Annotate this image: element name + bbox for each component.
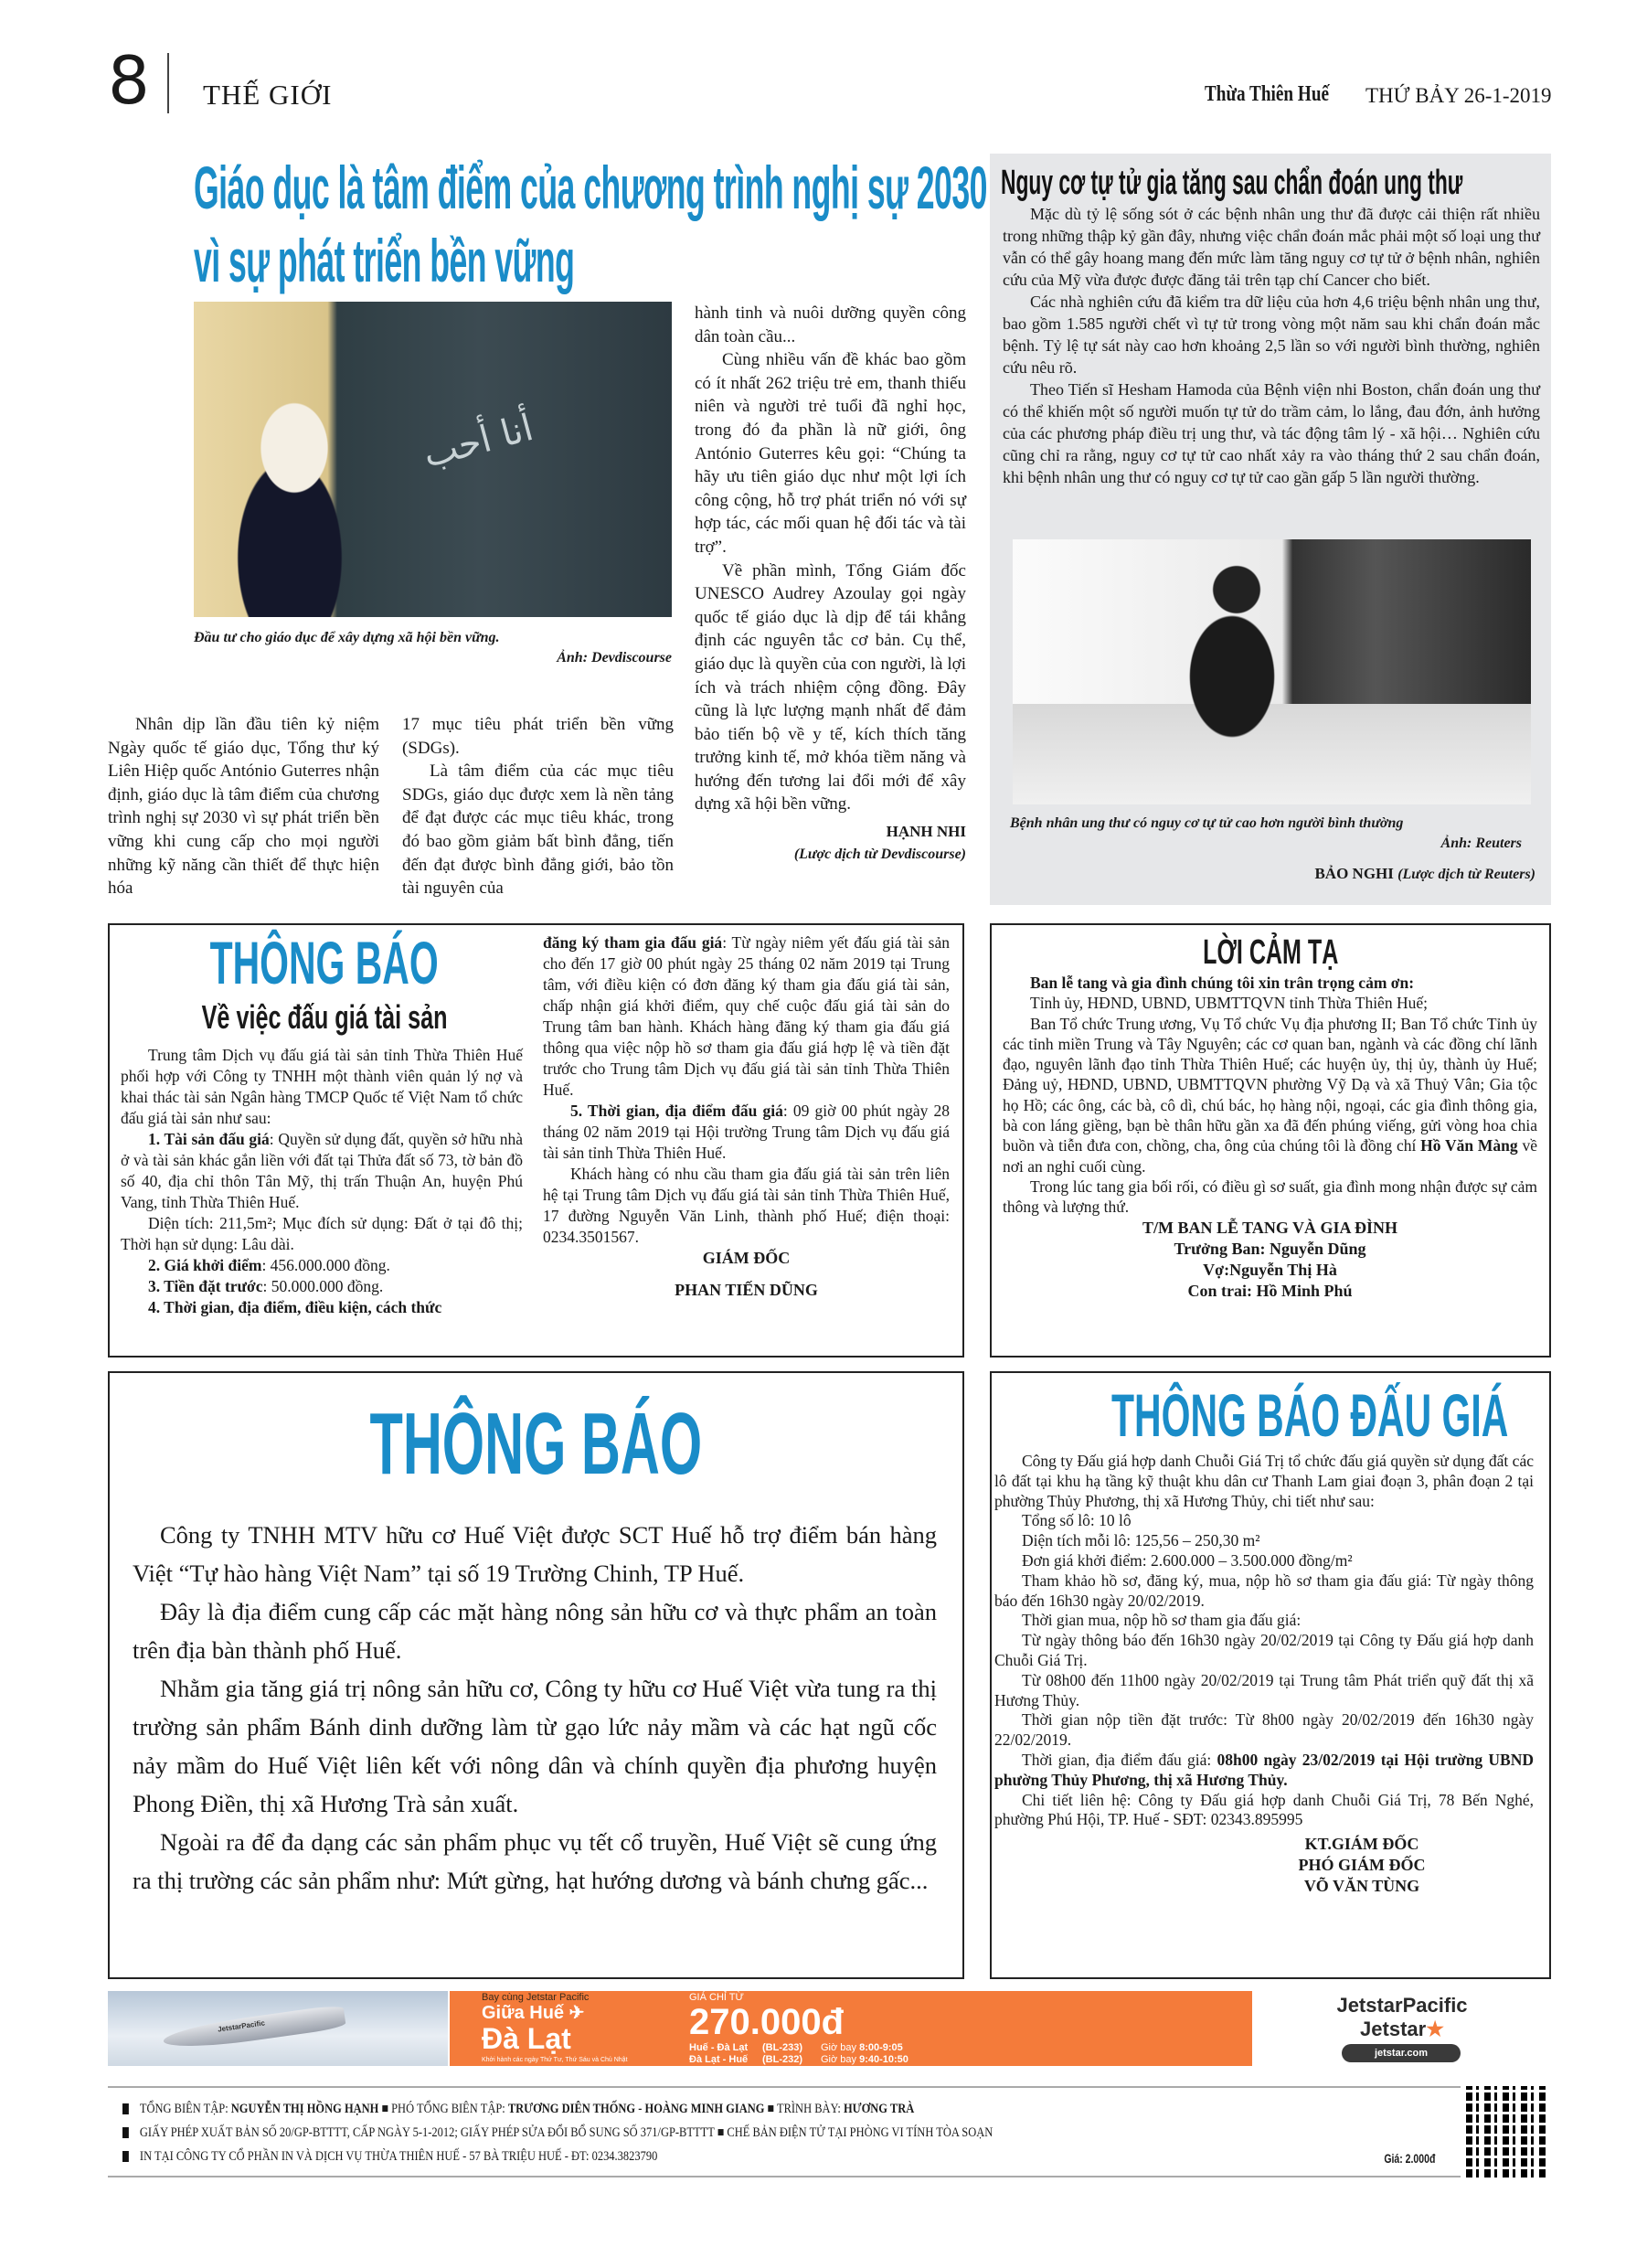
text-run: Cùng nhiều vấn đề khác bao gồm có ít nhất 262 triệu trẻ em, thanh thiếu niên và người trẻ tuổi đã nghỉ học, trong đó đa phần là nữ giới, ông António Guterres kêu gọi: “Chúng ta hãy ưu tiên giáo dục như một lợi ích công cộng, hỗ trợ phát triển nó với sự hợp tác, các mối quan hệ đối tác và tài trợ”. xyxy=(695,350,966,557)
side-byline xyxy=(1010,864,1535,884)
paragraph xyxy=(994,1671,1534,1711)
text-run: Đây là địa điểm cung cấp các mặt hàng nông sản hữu cơ và thực phẩm an toàn trên địa bàn thành phố Huế. xyxy=(133,1598,937,1664)
text-run: Ban Tổ chức Trung ương, Vụ Tổ chức Vụ địa phương II; Ban Tổ chức Tỉnh ủy các tỉnh miền Trung và Tây Nguyên; các cơ quan ban, ngành và các đồng chí lãnh đạo, nguyên lãnh đạo tỉnh Thừa Thiên Huế; các huyện ủy, thị ủy, thành ủy Huế; Đảng uỷ, HĐND, UBND, UBMTTQVN phường Vỹ Dạ và xã Thuỷ Vân; Gia tộc họ Hồ; các ông, các bà, cô dì, chú bác, họ hàng nội, ngoại, các gia đình thông gia, bà con láng giềng, bạn bè thân hữu gần xa đã đến phúng viếng, gửi vòng hoa chia buồn và tiễn đưa con, chồng, cha, ông của chúng tôi là đồng chí xyxy=(1003,1014,1537,1155)
header-divider xyxy=(167,53,169,113)
notice-auction-col-1 xyxy=(121,1045,523,1318)
text-run: GIẤY PHÉP XUẤT BẢN SỐ 20/GP-BTTTT, CẤP NGÀY 5-1-2012; GIẤY PHÉP SỬA ĐỔI BỔ SUNG SỐ 371/GP-BTTTT ■ CHẾ BẢN ĐIỆN TỬ TẠI PHÒNG VI TÍNH TÒA SOẠN xyxy=(139,2125,994,2140)
signature-line: Trưởng Ban: Nguyễn Dũng xyxy=(1174,1239,1366,1258)
hue-viet-title-text: THÔNG BÁO xyxy=(369,1395,703,1493)
article-column-1 xyxy=(108,713,379,900)
ad-route-2: Đà Lạt xyxy=(482,2022,571,2055)
side-article-body xyxy=(1003,203,1540,488)
land-title-text: THÔNG BÁO ĐẤU GIÁ xyxy=(1111,1381,1509,1449)
paragraph xyxy=(121,1297,523,1318)
text-run: Trong lúc tang gia bối rối, có điều gì sơ suất, gia đình mong nhận được sự cảm thông và lượng thứ. xyxy=(1003,1177,1537,1217)
paragraph xyxy=(133,1669,937,1823)
section-title: THẾ GIỚI xyxy=(203,79,333,111)
paragraph xyxy=(108,713,379,900)
bold-text: NGUYỄN THỊ HỒNG HẠNH xyxy=(230,2102,379,2116)
paragraph xyxy=(994,1551,1534,1571)
ad-offer xyxy=(450,1991,1252,2066)
side-photo-caption: Bệnh nhân ung thư có nguy cơ tự tử cao hơn người bình thường xyxy=(1010,815,1404,831)
qr-code[interactable] xyxy=(1466,2086,1548,2177)
footer-text xyxy=(140,2124,993,2141)
bold-text: 3. Tiền đặt trước xyxy=(148,1277,263,1295)
paragraph xyxy=(543,932,950,1101)
notice-land-content xyxy=(994,1452,1534,1897)
photo-girl-chalkboard xyxy=(194,302,672,617)
text-run: Tỉnh ủy, HĐND, UBND, UBMTTQVN tỉnh Thừa Thiên Huế; xyxy=(1030,994,1428,1013)
paragraph xyxy=(402,713,674,760)
signature-line: PHÓ GIÁM ĐỐC xyxy=(1298,1856,1426,1875)
jetstar-ad-banner[interactable] xyxy=(108,1991,1551,2066)
text-run: Thời gian, địa điểm đấu giá: xyxy=(1022,1750,1217,1769)
footer-line-3 xyxy=(122,2148,657,2165)
notice-signer-name: PHAN TIẾN DŨNG xyxy=(675,1281,818,1299)
footer-text xyxy=(140,2101,914,2117)
paragraph xyxy=(1003,378,1540,488)
paragraph xyxy=(994,1791,1534,1831)
brand-jetstar-text: Jetstar xyxy=(1360,2018,1427,2040)
headline-line-1: Giáo dục là tâm điểm của chương trình nghị sự 2030 xyxy=(194,154,987,221)
paragraph xyxy=(1003,973,1537,993)
side-author: BẢO NGHI xyxy=(1314,865,1394,882)
paragraph xyxy=(133,1516,937,1592)
article-column-3 xyxy=(695,302,966,816)
text-run: Tham khảo hồ sơ, đăng ký, mua, nộp hồ sơ tham gia đấu giá: Từ ngày thông báo đến 16h30 ngày 20/02/2019. xyxy=(994,1571,1534,1610)
paragraph xyxy=(994,1631,1534,1671)
signature-line: T/M BAN LỄ TANG VÀ GIA ĐÌNH xyxy=(1142,1218,1398,1237)
paragraph xyxy=(133,1592,937,1669)
article-source: (Lược dịch từ Devdiscourse) xyxy=(793,847,966,863)
text-run: ■ PHÓ TỔNG BIÊN TẬP: xyxy=(378,2102,508,2116)
paragraph xyxy=(695,302,966,348)
text-run: Thời gian mua, nộp hồ sơ tham gia đấu giá: xyxy=(1022,1611,1302,1630)
text-run: Mặc dù tỷ lệ sống sót ở các bệnh nhân ung thư đã được cải thiện rất nhiều trong những thập kỷ gần đây, nhưng việc chẩn đoán mắc phải một số loại ung thư vẫn có thể gây hoang mang đến mức làm tăng nguy cơ tự tử ở bệnh nhân, nghiên cứu của Mỹ vừa được được đăng tải trên tạp chí Cancer cho biết. xyxy=(1003,205,1540,289)
text-run: Chi tiết liên hệ: Công ty Đấu giá hợp danh Chuỗi Giá Trị, 78 Bến Nghé, phường Phú Hội, TP. Huế - SĐT: 02343.895995 xyxy=(994,1790,1534,1829)
notice-hue-viet-title xyxy=(108,1394,964,1520)
flight-time: 8:00-9:05 xyxy=(859,2042,903,2053)
notice-auction-col-2 xyxy=(543,932,950,1248)
flight-route: Huế - Đà Lạt xyxy=(689,2042,749,2053)
side-source: (Lược dịch từ Reuters) xyxy=(1397,867,1535,882)
thanks-title xyxy=(990,934,1551,978)
notice-auction-subtitle xyxy=(119,998,530,1044)
flight-row xyxy=(689,2054,909,2066)
bold-text: 2. Giá khởi điểm xyxy=(148,1256,262,1274)
flight-code: (BL-232) xyxy=(762,2053,803,2065)
notice-subtitle-text: Về việc đấu giá tài sản xyxy=(201,998,448,1036)
chalk-writing: ﺃﻧﺎ ﺃﺣﺐ xyxy=(419,406,538,477)
paragraph xyxy=(994,1710,1534,1751)
thanks-title-text: LỜI CẢM TẠ xyxy=(1202,933,1339,972)
flight-code: (BL-233) xyxy=(762,2042,803,2053)
text-run: Công ty TNHH MTV hữu cơ Huế Việt được SCT Huế hỗ trợ điểm bán hàng Việt “Tự hào hàng Việt Nam” tại số 19 Trường Chinh, TP Huế. xyxy=(133,1521,937,1587)
flight-time-label: Giờ bay xyxy=(821,2053,857,2065)
text-run: Đơn giá khởi điểm: 2.600.000 – 3.500.000 đồng/m² xyxy=(1022,1550,1353,1570)
paragraph xyxy=(543,1101,950,1164)
paragraph xyxy=(121,1213,523,1255)
text-run: Diện tích mỗi lô: 125,56 – 250,30 m² xyxy=(1022,1531,1260,1550)
text-run: Tổng số lô: 10 lô xyxy=(1022,1511,1132,1530)
paragraph xyxy=(1003,291,1540,378)
paragraph xyxy=(994,1751,1534,1791)
bold-text: Hồ Văn Màng xyxy=(1420,1136,1518,1155)
text-run: Diện tích: 211,5m²; Mục đích sử dụng: Đất ở tại đô thị; Thời hạn sử dụng: Lâu dài. xyxy=(121,1214,523,1253)
text-run: Các nhà nghiên cứu đã kiểm tra dữ liệu của hơn 4,6 triệu bệnh nhân ung thư, bao gồm 1.585 người chết vì tự tử trong vòng một năm sau khi chẩn đoán mắc bệnh. Tỷ lệ tự sát này cao hơn khoảng 2,5 lần so với người bình thường, nghiên cứu nêu rõ. xyxy=(1003,293,1540,377)
text-run: 17 mục tiêu phát triển bền vững (SDGs). xyxy=(402,715,674,758)
ad-plane-photo xyxy=(108,1991,448,2066)
text-run: Thời gian nộp tiền đặt trước: Từ 8h00 ngày 20/02/2019 đến 16h30 ngày 22/02/2019. xyxy=(994,1710,1534,1750)
signature-line: Vợ:Nguyễn Thị Hà xyxy=(1203,1260,1337,1279)
bold-text: 4. Thời gian, địa điểm, điều kiện, cách thức xyxy=(148,1298,442,1316)
text-run: Nhằm gia tăng giá trị nông sản hữu cơ, Công ty hữu cơ Huế Việt vừa tung ra thị trường sản phẩm Bánh dinh dưỡng làm từ gạo lức nảy mầm và các hạt ngũ cốc nảy mầm do Huế Việt liên kết với nông dân và chính quyền địa phương huyện Phong Điền, thị xã Hương Trà sản xuất. xyxy=(133,1675,937,1817)
ad-flights xyxy=(689,2042,909,2065)
brand-jetstar-pacific: JetstarPacific xyxy=(1336,1994,1468,2017)
paragraph xyxy=(1003,203,1540,291)
brand-jetstar xyxy=(1265,2018,1539,2040)
paragraph xyxy=(121,1255,523,1276)
text-run: Theo Tiến sĩ Hesham Hamoda của Bệnh viện nhi Boston, chẩn đoán ung thư có thể khiến một số người muốn tự tử do trầm cảm, lo lắng, đau đớn, ảnh hưởng của các phương pháp điều trị ung thư, và tác động tâm lý - xã hội… Nghiên cứu cũng chỉ ra rằng, nguy cơ tự tử cao nhất xảy ra vào tháng thứ 2 sau chẩn đoán, khi bệnh nhân ung thư có nguy cơ tự tử cao gần gấp 5 lần người thường. xyxy=(1003,380,1540,486)
signature-line: Con trai: Hồ Minh Phú xyxy=(1187,1281,1353,1300)
paragraph xyxy=(1003,993,1537,1013)
notice-title-text: THÔNG BÁO xyxy=(209,929,440,996)
text-run: Từ 08h00 đến 11h00 ngày 20/02/2019 tại Trung tâm Phát triển quỹ đất thị xã Hương Thủy. xyxy=(994,1670,1534,1709)
plane-livery: JetstarPacific xyxy=(217,2018,266,2034)
paragraph xyxy=(994,1611,1534,1631)
text-run: : Quyền sử dụng đất, quyền sở hữu nhà ở và tài sản khác gắn liền với đất tại Thửa đất số 73, tờ bản đồ số 40, địa chỉ thôn Tân Mỹ, thị trấn Thuận An, huyện Phú Vang, tỉnh Thừa Thiên Huế. xyxy=(121,1130,523,1211)
flight-route: Đà Lạt - Huế xyxy=(689,2053,749,2065)
signature-line: VÕ VĂN TÙNG xyxy=(1303,1877,1420,1896)
text-run: ■ TRÌNH BÀY: xyxy=(764,2102,844,2116)
ad-tagline: Bay cùng Jetstar Pacific xyxy=(482,1992,590,2003)
paragraph xyxy=(121,1129,523,1213)
plane-icon: ✈ xyxy=(568,2003,585,2023)
side-photo-credit: Ảnh: Reuters xyxy=(1440,836,1522,851)
footer-line-1 xyxy=(122,2101,914,2117)
text-run: IN TẠI CÔNG TY CỔ PHẦN IN VÀ DỊCH VỤ THỪA THIÊN HUẾ - 57 BÀ TRIỆU HUẾ - ĐT: 0234.3823790 xyxy=(139,2149,658,2164)
newspaper-name: Thừa Thiên Huế xyxy=(1205,82,1330,106)
footer-text xyxy=(140,2148,657,2165)
article-author: HẠNH NHI xyxy=(886,823,966,841)
photo-credit: Ảnh: Devdiscourse xyxy=(557,650,672,665)
text-run: Trung tâm Dịch vụ đấu giá tài sản tỉnh Thừa Thiên Huế phối hợp với Công ty TNHH một thành viên quản lý nợ và khai thác tài sản Ngân hàng TMCP Quốc tế Việt Nam tổ chức đấu giá tài sản như sau: xyxy=(121,1046,523,1127)
notice-hue-viet-body xyxy=(133,1516,937,1900)
ad-website-link[interactable]: jetstar.com xyxy=(1342,2044,1461,2062)
paragraph xyxy=(994,1452,1534,1511)
issue-price: Giá: 2.000đ xyxy=(1384,2151,1436,2166)
article-column-3-wrap xyxy=(695,302,966,863)
side-title-text: Nguy cơ tự tử gia tăng sau chẩn đoán ung thư xyxy=(1001,164,1463,202)
footer-line-2 xyxy=(122,2124,993,2141)
paragraph xyxy=(1003,1014,1537,1177)
bullet-square-icon xyxy=(122,2151,129,2162)
notice-auction-col-2-wrap xyxy=(543,932,950,1301)
bold-text: 1. Tài sản đấu giá xyxy=(148,1130,270,1148)
bold-text: 5. Thời gian, địa điểm đấu giá xyxy=(570,1102,783,1120)
ad-route-1-text: Giữa Huế xyxy=(482,2003,565,2023)
thanks-signatures xyxy=(1003,1218,1537,1302)
bold-text: Ban lễ tang và gia đình chúng tôi xin trân trọng cảm ơn: xyxy=(1030,974,1415,992)
paragraph xyxy=(402,760,674,900)
article-column-2 xyxy=(402,713,674,900)
text-run: Là tâm điểm của các mục tiêu SDGs, giáo dục được xem là nền tảng để đạt được các mục tiêu khác, trong đó bao gồm giảm bất bình đẳng, tiến đến đạt được bình đẳng giới, bảo tồn tài nguyên của xyxy=(402,761,674,899)
paragraph xyxy=(994,1511,1534,1531)
text-run: TỔNG BIÊN TẬP: xyxy=(139,2102,231,2116)
ad-brand xyxy=(1252,1991,1551,2066)
paragraph xyxy=(121,1045,523,1129)
paragraph xyxy=(994,1571,1534,1612)
paragraph xyxy=(1003,1177,1537,1218)
page-number: 8 xyxy=(108,42,150,119)
ad-price: 270.000đ xyxy=(689,2002,845,2042)
issue-date: THỨ BẢY 26-1-2019 xyxy=(1365,84,1552,107)
text-run: Về phần mình, Tổng Giám đốc UNESCO Audrey Azoulay gọi ngày quốc tế giáo dục là dịp để tái khẳng định các nguyên tắc cơ bản. Cụ thể, giáo dục là quyền của con người, là lợi ích và trách nhiệm cộng đồng. Đây cũng là lực lượng mạnh nhất để đảm bảo tiến bộ về y tế, kích thích tăng trưởng kinh tế, mở khóa tiềm năng và hướng đến tương lai đổi mới để xây dựng xã hội bền vững. xyxy=(695,560,966,815)
text-run: về nơi an nghỉ cuối cùng. xyxy=(1003,1136,1537,1176)
text-run: Từ ngày thông báo đến 16h30 ngày 20/02/2019 tại Công ty Đấu giá hợp danh Chuỗi Giá Trị. xyxy=(994,1631,1534,1669)
photo-person-at-window xyxy=(1013,539,1531,804)
headline-line-2: vì sự phát triển bền vững xyxy=(194,227,575,294)
text-run: Nhân dịp lần đầu tiên kỷ niệm Ngày quốc tế giáo dục, Tổng thư ký Liên Hiệp quốc António Guterres nhận định, giáo dục là tâm điểm của chương trình nghị sự 2030 vì sự phát triển bền vững khi cung cấp cho mọi người những kỹ năng cần thiết để thực hiện hóa xyxy=(108,715,379,899)
masthead-footer xyxy=(108,2086,1461,2177)
text-run: : 09 giờ 00 phút ngày 28 tháng 02 năm 2019 tại Hội trường Trung tâm Dịch vụ đấu giá tài sản tỉnh Thừa Thiên Huế. xyxy=(543,1102,950,1162)
paragraph xyxy=(695,348,966,559)
bullet-square-icon xyxy=(122,2103,129,2114)
text-run: : 50.000.000 đồng. xyxy=(262,1277,384,1295)
paragraph xyxy=(695,559,966,817)
notice-signer-title: GIÁM ĐỐC xyxy=(702,1249,791,1267)
paragraph xyxy=(994,1531,1534,1551)
paragraph xyxy=(543,1164,950,1248)
notice-land-body xyxy=(994,1452,1534,1830)
text-run: : Từ ngày niêm yết đấu giá tài sản cho đến 17 giờ 00 phút ngày 25 tháng 02 năm 2019 tại Trung tâm, với điều kiện có đơn đăng ký tham gia đấu giá tài sản, chấp nhận giá khởi điểm, quy chế cuộc đấu giá tài sản do Trung tâm ban hành. Khách hàng đăng ký tham gia đấu giá thông qua việc nộp hồ sơ tham gia đấu giá hợp lệ và tiền đặt trước cho Trung tâm Dịch vụ đấu giá tài sản tỉnh Thừa Thiên Huế. xyxy=(543,933,951,1099)
signature-line: KT.GIÁM ĐỐC xyxy=(1304,1835,1419,1854)
notice-land-signatures xyxy=(1261,1834,1462,1897)
ad-days: Khởi hành các ngày Thứ Tư, Thứ Sáu và Chủ Nhật xyxy=(482,2057,628,2063)
flight-row xyxy=(689,2042,909,2054)
text-run: Ngoài ra để đa dạng các sản phẩm phục vụ tết cổ truyền, Huế Việt sẽ cung ứng ra thị trường các sản phẩm như: Mứt gừng, hạt hướng dương và bánh chưng gấc... xyxy=(133,1828,937,1894)
thanks-content xyxy=(1003,973,1537,1302)
paragraph xyxy=(121,1276,523,1297)
ad-route-1 xyxy=(482,2003,584,2023)
photo-caption: Đầu tư cho giáo dục để xây dựng xã hội bền vững. xyxy=(194,630,500,645)
bullet-square-icon xyxy=(122,2127,129,2138)
flight-time-label: Giờ bay xyxy=(821,2042,857,2053)
side-article-title xyxy=(1001,165,1647,201)
thanks-body xyxy=(1003,973,1537,1218)
text-run: Khách hàng có nhu cầu tham gia đấu giá tài sản trên liên hệ tại Trung tâm Dịch vụ đấu giá tài sản tỉnh Thừa Thiên Huế, 17 đường Nguyễn Văn Linh, thành phố Huế; điện thoại: 0234.3501567. xyxy=(543,1165,950,1246)
ad-price-label: GIÁ CHỈ TỪ xyxy=(689,1992,744,2003)
text-run: : 456.000.000 đồng. xyxy=(261,1256,390,1274)
bold-text: đăng ký tham gia đấu giá xyxy=(543,933,723,952)
text-run: Công ty Đấu giá hợp danh Chuỗi Giá Trị tổ chức đấu giá quyền sử dụng đất các lô đất tại khu hạ tầng kỹ thuật khu dân cư Thanh Lam giai đoạn 3, phân đoạn 2 tại phường Thủy Phương, thị xã Hương Thủy, chi tiết như sau: xyxy=(994,1452,1534,1510)
paragraph xyxy=(133,1823,937,1900)
bold-text: 08h00 ngày 23/02/2019 tại Hội trường UBND phường Thủy Phương, thị xã Hương Thủy. xyxy=(994,1750,1534,1789)
bold-text: TRƯƠNG DIÊN THỐNG - HOÀNG MINH GIANG xyxy=(507,2102,765,2116)
flight-time: 9:40-10:50 xyxy=(859,2053,909,2065)
bold-text: HƯƠNG TRÀ xyxy=(843,2102,915,2116)
star-icon: ★ xyxy=(1426,2018,1444,2040)
text-run: hành tinh và nuôi dưỡng quyền công dân toàn cầu... xyxy=(695,303,966,346)
